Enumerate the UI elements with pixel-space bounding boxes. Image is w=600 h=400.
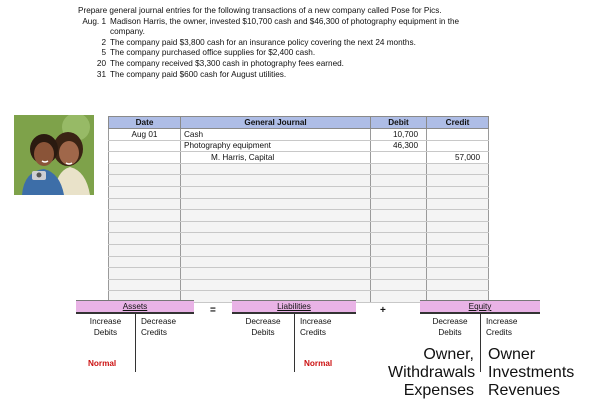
entry-debit	[371, 152, 427, 164]
transaction-date: Aug. 1	[82, 16, 106, 26]
header-credit: Credit	[427, 117, 489, 129]
journal-blank-cell	[109, 221, 181, 233]
journal-blank-row	[109, 198, 489, 210]
journal-blank-cell	[427, 210, 489, 222]
journal-blank-cell	[427, 175, 489, 187]
entry-debit: 10,700	[371, 129, 427, 141]
journal-blank-cell	[109, 198, 181, 210]
taccount-title: Liabilities	[232, 300, 356, 314]
journal-entry-row	[109, 140, 489, 152]
journal-blank-cell	[427, 244, 489, 256]
journal-blank-cell	[109, 256, 181, 268]
entry-credit	[427, 129, 489, 141]
entry-account: Photography equipment	[181, 140, 371, 152]
entry-account: M. Harris, Capital	[181, 152, 371, 164]
journal-blank-cell	[371, 198, 427, 210]
journal-blank-cell	[371, 175, 427, 187]
journal-blank-cell	[371, 186, 427, 198]
equity-decrease-items: Owner, Withdrawals Expenses	[388, 346, 476, 399]
entry-date: Aug 01	[109, 129, 181, 141]
journal-blank-cell	[109, 186, 181, 198]
journal-blank-cell	[427, 186, 489, 198]
entry-credit	[427, 140, 489, 152]
journal-blank-row	[109, 268, 489, 280]
journal-blank-cell	[427, 279, 489, 291]
journal-blank-cell	[371, 233, 427, 245]
journal-blank-cell	[181, 210, 371, 222]
equity-increase-items: Owner Investments Revenues	[488, 346, 575, 399]
journal-blank-row	[109, 256, 489, 268]
journal-blank-cell	[109, 210, 181, 222]
equals-sign: =	[210, 305, 216, 316]
entry-debit: 46,300	[371, 140, 427, 152]
transaction-text: The company purchased office supplies for $2,400 cash.	[110, 48, 316, 58]
journal-entry-row	[109, 129, 489, 141]
transaction-text: The company paid $600 cash for August utilities.	[110, 69, 287, 79]
taccount-assets	[76, 300, 194, 372]
journal-blank-row	[109, 210, 489, 222]
journal-blank-cell	[109, 163, 181, 175]
journal-blank-cell	[181, 175, 371, 187]
journal-blank-cell	[181, 163, 371, 175]
journal-blank-cell	[427, 256, 489, 268]
transaction-text: The company received $3,300 cash in photography fees earned.	[110, 58, 344, 68]
journal-blank-cell	[427, 198, 489, 210]
taccount-liabilities	[232, 300, 356, 372]
journal-blank-cell	[181, 198, 371, 210]
journal-blank-cell	[371, 210, 427, 222]
journal-blank-cell	[181, 233, 371, 245]
journal-blank-cell	[371, 291, 427, 303]
journal-blank-cell	[109, 268, 181, 280]
transaction-aug2	[78, 38, 578, 49]
journal-blank-cell	[181, 268, 371, 280]
transaction-aug20	[78, 59, 578, 70]
journal-blank-row	[109, 186, 489, 198]
journal-header-row	[109, 117, 489, 129]
journal-blank-cell	[427, 233, 489, 245]
journal-blank-cell	[371, 268, 427, 280]
entry-date	[109, 152, 181, 164]
journal-blank-cell	[427, 268, 489, 280]
assets-left-side: Increase Debits	[89, 317, 122, 337]
transaction-text: Madison Harris, the owner, invested $10,700 cash and $46,300 of photography equipment in the	[110, 16, 460, 26]
assets-right-side: Decrease Credits	[141, 317, 177, 337]
journal-blank-cell	[371, 244, 427, 256]
journal-entry-row	[109, 152, 489, 164]
journal-blank-cell	[371, 163, 427, 175]
journal-blank-cell	[371, 279, 427, 291]
transaction-aug1	[78, 17, 578, 28]
header-general-journal: General Journal	[181, 117, 371, 129]
journal-blank-row	[109, 163, 489, 175]
transaction-date: 31	[96, 69, 106, 79]
liabilities-left-side: Decrease Debits	[245, 317, 281, 337]
equity-left-side: Decrease Debits	[432, 317, 468, 337]
journal-blank-cell	[181, 221, 371, 233]
journal-blank-cell	[109, 233, 181, 245]
entry-date	[109, 140, 181, 152]
entry-account: Cash	[181, 129, 371, 141]
entry-credit: 57,000	[427, 152, 489, 164]
problem-intro: Prepare general journal entries for the following transactions of a new company called Pose for Pics.	[78, 6, 442, 15]
equity-right-side: Increase Credits	[486, 317, 518, 337]
journal-blank-row	[109, 244, 489, 256]
journal-blank-row	[109, 221, 489, 233]
header-debit: Debit	[371, 117, 427, 129]
transaction-date: 2	[101, 37, 106, 47]
transaction-aug5	[78, 48, 578, 59]
liabilities-right-side: Increase Credits	[300, 317, 332, 337]
general-journal-table	[108, 116, 489, 303]
journal-blank-cell	[427, 221, 489, 233]
journal-blank-cell	[109, 244, 181, 256]
journal-blank-cell	[371, 221, 427, 233]
problem-statement	[78, 6, 578, 80]
journal-blank-row	[109, 175, 489, 187]
taccount-title: Assets	[76, 300, 194, 314]
transaction-aug31	[78, 70, 578, 81]
liabilities-normal-balance: Normal	[304, 359, 333, 368]
header-date: Date	[109, 117, 181, 129]
journal-blank-cell	[181, 279, 371, 291]
journal-blank-cell	[181, 256, 371, 268]
transaction-text: The company paid $3,800 cash for an insurance policy covering the next 24 months.	[110, 37, 416, 47]
transaction-date: 20	[96, 58, 106, 68]
journal-blank-cell	[181, 244, 371, 256]
journal-blank-row	[109, 279, 489, 291]
assets-normal-balance: Normal	[88, 359, 117, 368]
couple-photo	[14, 115, 94, 195]
journal-blank-cell	[371, 256, 427, 268]
plus-sign: +	[380, 305, 386, 316]
journal-blank-row	[109, 233, 489, 245]
journal-blank-cell	[109, 279, 181, 291]
taccount-title: Equity	[420, 300, 540, 314]
journal-blank-cell	[427, 163, 489, 175]
couple-illustration	[14, 115, 94, 195]
transaction-date: 5	[101, 48, 106, 58]
journal-blank-cell	[109, 175, 181, 187]
transaction-aug1-cont: company.	[110, 27, 145, 37]
journal-blank-cell	[181, 186, 371, 198]
